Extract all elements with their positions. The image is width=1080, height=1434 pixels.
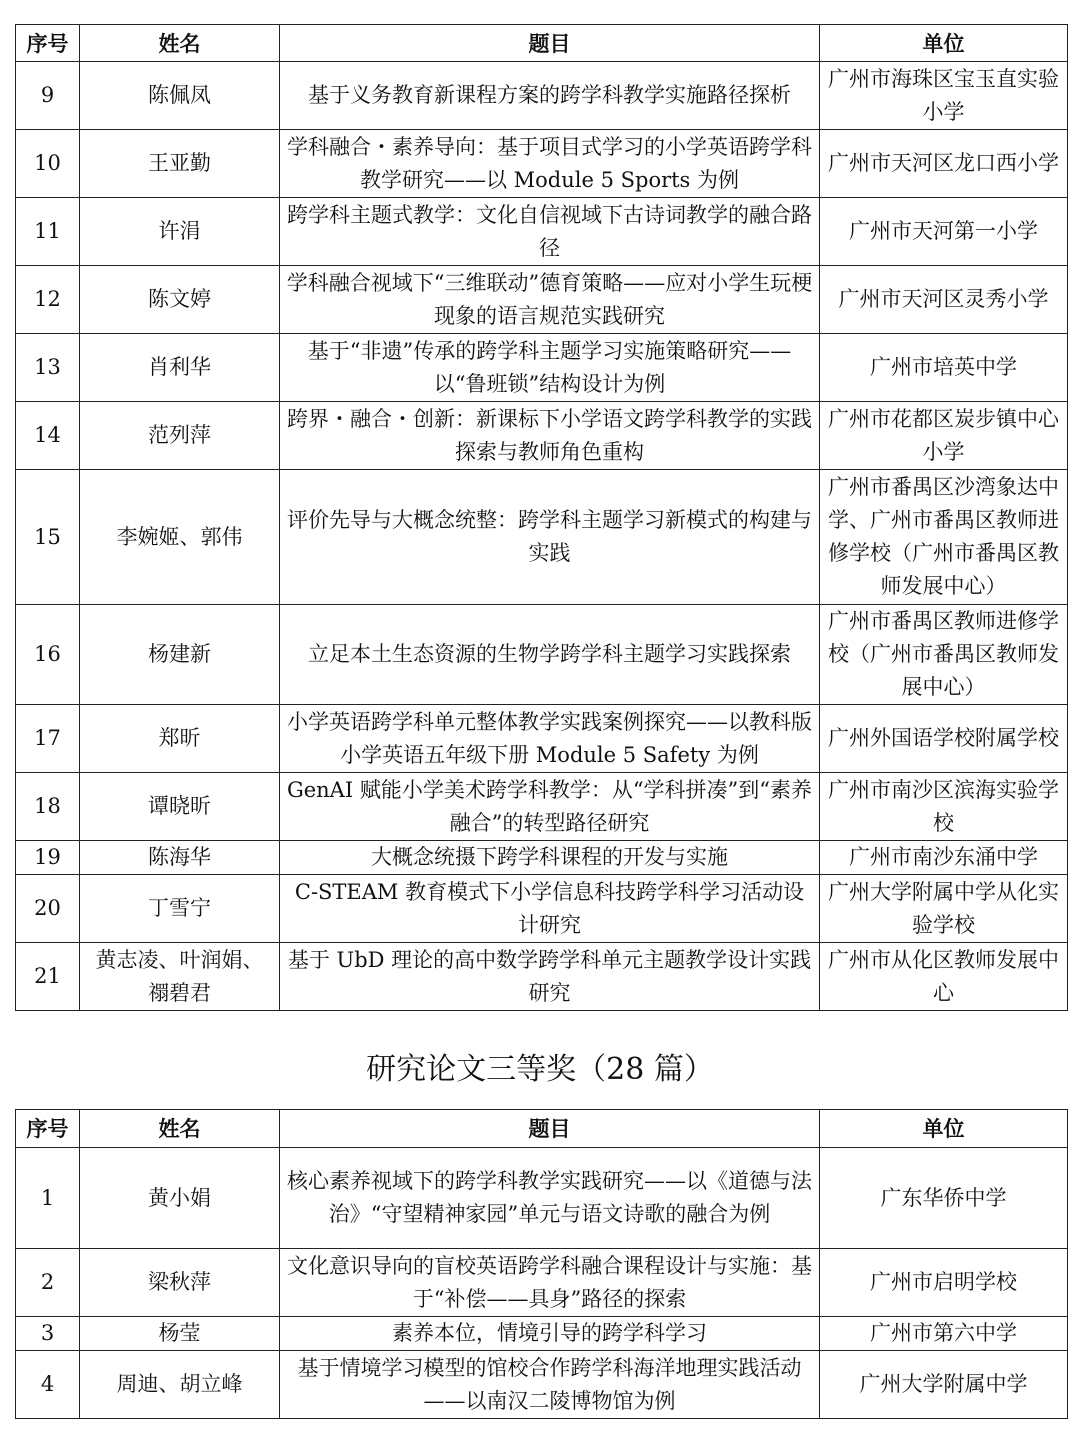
table-row: [16, 266, 1068, 334]
table-row: [16, 1317, 1068, 1351]
cell-unit: 广东华侨中学: [820, 1148, 1068, 1249]
cell-title: 核心素养视域下的跨学科教学实践研究——以《道德与法治》“守望精神家园”单元与语文诗歌的融合为例: [280, 1148, 820, 1249]
cell-title: 学科融合视域下“三维联动”德育策略——应对小学生玩梗现象的语言规范实践研究: [280, 266, 820, 334]
header-name: 姓名: [80, 1110, 280, 1148]
cell-name: 李婉姬、郭伟: [80, 470, 280, 605]
cell-unit: 广州市第六中学: [820, 1317, 1068, 1351]
cell-name: 范列萍: [80, 402, 280, 470]
cell-unit: 广州大学附属中学从化实验学校: [820, 875, 1068, 943]
award-table-third-prize: [15, 1109, 1068, 1419]
table-row: [16, 1148, 1068, 1249]
award-table-second-prize: [15, 24, 1068, 1011]
cell-name: 丁雪宁: [80, 875, 280, 943]
cell-no: 20: [16, 875, 80, 943]
cell-unit: 广州市番禺区教师进修学校（广州市番禺区教师发展中心）: [820, 605, 1068, 705]
cell-title: 基于情境学习模型的馆校合作跨学科海洋地理实践活动——以南汉二陵博物馆为例: [280, 1351, 820, 1419]
cell-unit: 广州市南沙东涌中学: [820, 841, 1068, 875]
cell-no: 21: [16, 943, 80, 1011]
cell-unit: 广州市培英中学: [820, 334, 1068, 402]
table-header-row: [16, 25, 1068, 62]
header-unit: 单位: [820, 25, 1068, 62]
cell-no: 2: [16, 1249, 80, 1317]
cell-name: 谭晓昕: [80, 773, 280, 841]
cell-no: 1: [16, 1148, 80, 1249]
cell-name: 肖利华: [80, 334, 280, 402]
cell-no: 19: [16, 841, 80, 875]
cell-name: 梁秋萍: [80, 1249, 280, 1317]
cell-no: 10: [16, 130, 80, 198]
cell-name: 周迪、胡立峰: [80, 1351, 280, 1419]
cell-title: 小学英语跨学科单元整体教学实践案例探究——以教科版小学英语五年级下册 Module 5 Safety 为例: [280, 705, 820, 773]
cell-title: 素养本位，情境引导的跨学科学习: [280, 1317, 820, 1351]
cell-name: 陈佩凤: [80, 62, 280, 130]
cell-name: 杨莹: [80, 1317, 280, 1351]
cell-unit: 广州市天河第一小学: [820, 198, 1068, 266]
header-title: 题目: [280, 1110, 820, 1148]
table-row: [16, 943, 1068, 1011]
cell-title: GenAI 赋能小学美术跨学科教学：从“学科拼凑”到“素养融合”的转型路径研究: [280, 773, 820, 841]
table-row: [16, 198, 1068, 266]
cell-title: 基于义务教育新课程方案的跨学科教学实施路径探析: [280, 62, 820, 130]
cell-title: 跨界・融合・创新：新课标下小学语文跨学科教学的实践探索与教师角色重构: [280, 402, 820, 470]
table-header-row: [16, 1110, 1068, 1148]
table-row: [16, 773, 1068, 841]
table-row: [16, 705, 1068, 773]
cell-unit: 广州市天河区龙口西小学: [820, 130, 1068, 198]
cell-no: 18: [16, 773, 80, 841]
header-title: 题目: [280, 25, 820, 62]
table-row: [16, 875, 1068, 943]
cell-title: 基于 UbD 理论的高中数学跨学科单元主题教学设计实践研究: [280, 943, 820, 1011]
cell-name: 黄小娟: [80, 1148, 280, 1249]
cell-title: 评价先导与大概念统整：跨学科主题学习新模式的构建与实践: [280, 470, 820, 605]
cell-unit: 广州市南沙区滨海实验学校: [820, 773, 1068, 841]
cell-title: 跨学科主题式教学：文化自信视域下古诗词教学的融合路径: [280, 198, 820, 266]
table-row: [16, 1249, 1068, 1317]
cell-unit: 广州外国语学校附属学校: [820, 705, 1068, 773]
cell-title: 立足本土生态资源的生物学跨学科主题学习实践探索: [280, 605, 820, 705]
header-no: 序号: [16, 25, 80, 62]
cell-no: 12: [16, 266, 80, 334]
table-row: [16, 841, 1068, 875]
header-no: 序号: [16, 1110, 80, 1148]
cell-name: 陈文婷: [80, 266, 280, 334]
cell-title: 基于“非遗”传承的跨学科主题学习实施策略研究——以“鲁班锁”结构设计为例: [280, 334, 820, 402]
cell-title: C-STEAM 教育模式下小学信息科技跨学科学习活动设计研究: [280, 875, 820, 943]
table-row: [16, 62, 1068, 130]
cell-name: 郑昕: [80, 705, 280, 773]
table-row: [16, 334, 1068, 402]
table-row: [16, 130, 1068, 198]
cell-no: 3: [16, 1317, 80, 1351]
cell-no: 9: [16, 62, 80, 130]
cell-title: 学科融合・素养导向：基于项目式学习的小学英语跨学科教学研究——以 Module 5 Sports 为例: [280, 130, 820, 198]
cell-name: 陈海华: [80, 841, 280, 875]
cell-title: 大概念统摄下跨学科课程的开发与实施: [280, 841, 820, 875]
cell-unit: 广州大学附属中学: [820, 1351, 1068, 1419]
cell-name: 黄志凌、叶润娟、禤碧君: [80, 943, 280, 1011]
cell-unit: 广州市番禺区沙湾象达中学、广州市番禺区教师进修学校（广州市番禺区教师发展中心）: [820, 470, 1068, 605]
cell-unit: 广州市从化区教师发展中心: [820, 943, 1068, 1011]
cell-no: 11: [16, 198, 80, 266]
cell-no: 14: [16, 402, 80, 470]
cell-no: 17: [16, 705, 80, 773]
cell-unit: 广州市天河区灵秀小学: [820, 266, 1068, 334]
cell-no: 4: [16, 1351, 80, 1419]
table-row: [16, 605, 1068, 705]
table-row: [16, 402, 1068, 470]
cell-unit: 广州市海珠区宝玉直实验小学: [820, 62, 1068, 130]
table-row: [16, 470, 1068, 605]
section-title-third-prize: 研究论文三等奖（28 篇）: [366, 1052, 714, 1087]
cell-no: 13: [16, 334, 80, 402]
cell-name: 王亚勤: [80, 130, 280, 198]
cell-name: 杨建新: [80, 605, 280, 705]
header-name: 姓名: [80, 25, 280, 62]
cell-title: 文化意识导向的盲校英语跨学科融合课程设计与实施：基于“补偿——具身”路径的探索: [280, 1249, 820, 1317]
table-row: [16, 1351, 1068, 1419]
cell-name: 许涓: [80, 198, 280, 266]
cell-no: 15: [16, 470, 80, 605]
cell-unit: 广州市花都区炭步镇中心小学: [820, 402, 1068, 470]
cell-no: 16: [16, 605, 80, 705]
cell-unit: 广州市启明学校: [820, 1249, 1068, 1317]
header-unit: 单位: [820, 1110, 1068, 1148]
